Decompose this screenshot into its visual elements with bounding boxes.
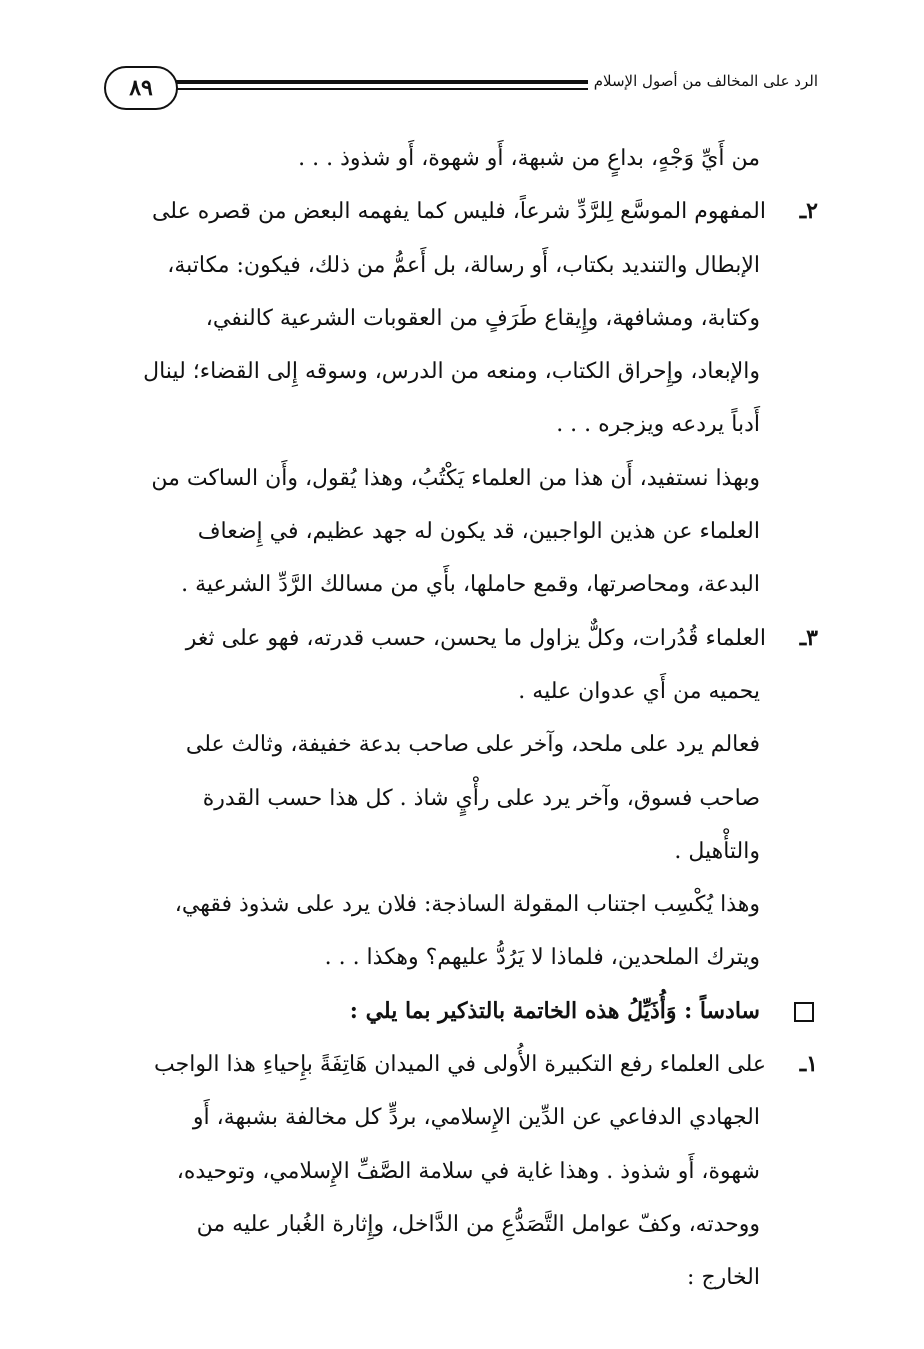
text-line [104, 558, 818, 611]
line-text: ووحدته، وكفّ عوامل التَّصَدُّعِ من الدَّاخل، وإِثارة الغُبار عليه من [196, 1211, 760, 1237]
text-line [104, 665, 818, 718]
numbered-item [104, 1038, 818, 1091]
line-text: من أَيِّ وَجْهٍ، بداعٍ من شبهة، أَو شهوة، أَو شذوذ . . . [298, 146, 760, 171]
line-text: والإبعاد، وإِحراق الكتاب، ومنعه من الدرس، وسوقه إِلى القضاء؛ لينال [143, 359, 760, 385]
checkbox-bullet-icon [794, 1002, 814, 1022]
line-text: على العلماء رفع التكبيرة الأُولى في الميدان هَاتِفَةً بإِحياءِ هذا الواجب [154, 1052, 766, 1078]
text-line [104, 825, 818, 878]
header-rule-thin [176, 88, 588, 90]
text-line [104, 1145, 818, 1198]
text-line [104, 718, 818, 771]
text-line [104, 1091, 818, 1144]
numbered-item [104, 185, 818, 238]
page-number: ٨٩ [104, 66, 178, 110]
line-text: وكتابة، ومشافهة، وإِيقاع طَرَفٍ من العقوبات الشرعية كالنفي، [205, 305, 760, 331]
line-text: الخارج : [687, 1265, 760, 1291]
text-line [104, 772, 818, 825]
text-line [104, 132, 818, 185]
text-line [104, 505, 818, 558]
line-text: المفهوم الموسَّع لِلرَّدِّ شرعاً، فليس كما يفهمه البعض من قصره على [151, 199, 766, 225]
page-header [104, 64, 818, 114]
line-text: ويترك الملحدين، فلماذا لا يَرُدُّ عليهم؟ وهكذا . . . [324, 945, 760, 971]
line-text: شهوة، أَو شذوذ . وهذا غاية في سلامة الصَّفِّ الإِسلامي، وتوحيده، [176, 1158, 760, 1184]
text-line [104, 878, 818, 931]
text-line [104, 292, 818, 345]
line-text: أَدباً يردعه ويزجره . . . [556, 412, 760, 438]
line-text: البدعة، ومحاصرتها، وقمع حاملها، بأَي من مسالك الرَّدِّ الشرعية . [181, 572, 760, 598]
numbered-item [104, 612, 818, 665]
item-number: ١ـ [799, 1051, 818, 1078]
text-line [104, 931, 818, 984]
header-rule [176, 80, 588, 94]
line-text: صاحب فسوق، وآخر يرد على رأْيٍ شاذ . كل هذا حسب القدرة [202, 785, 760, 811]
text-line [104, 1198, 818, 1251]
section-heading [104, 985, 818, 1038]
header-rule-thick [176, 80, 588, 84]
section-heading-text: سادساً : وَأُذَيِّلُ هذه الخاتمة بالتذكير بما يلي : [349, 997, 760, 1024]
text-line [104, 398, 818, 451]
line-text: والتأْهيل . [674, 838, 760, 864]
line-text: الإبطال والتنديد بكتاب، أَو رسالة، بل أَعمُّ من ذلك، فيكون: مكاتبة، [167, 252, 760, 278]
line-text: وهذا يُكْسِب اجتناب المقولة الساذجة: فلان يرد على شذوذ فقهي، [174, 892, 760, 918]
text-line [104, 345, 818, 398]
line-text: فعالم يرد على ملحد، وآخر على صاحب بدعة خفيفة، وثالث على [185, 732, 760, 758]
line-text: العلماء قُدُرات، وكلٌّ يزاول ما يحسن، حسب قدرته، فهو على ثغر [185, 625, 766, 651]
line-text: الجهادي الدفاعي عن الدِّين الإِسلامي، بردٍّ كل مخالفة بشبهة، أَو [192, 1105, 760, 1131]
line-text: يحميه من أَي عدوان عليه . [518, 678, 760, 704]
text-line [104, 452, 818, 505]
text-line [104, 1251, 818, 1304]
item-number: ٣ـ [799, 624, 818, 651]
body-text [104, 132, 818, 1305]
running-title: الرد على المخالف من أصول الإسلام [593, 72, 818, 90]
item-number: ٢ـ [799, 198, 818, 225]
line-text: وبهذا نستفيد، أَن هذا من العلماء يَكْتُبُ، وهذا يُقول، وأَن الساكت من [151, 465, 760, 491]
text-line [104, 239, 818, 292]
line-text: العلماء عن هذين الواجبين، قد يكون له جهد عظيم، في إِضعاف [197, 519, 760, 545]
